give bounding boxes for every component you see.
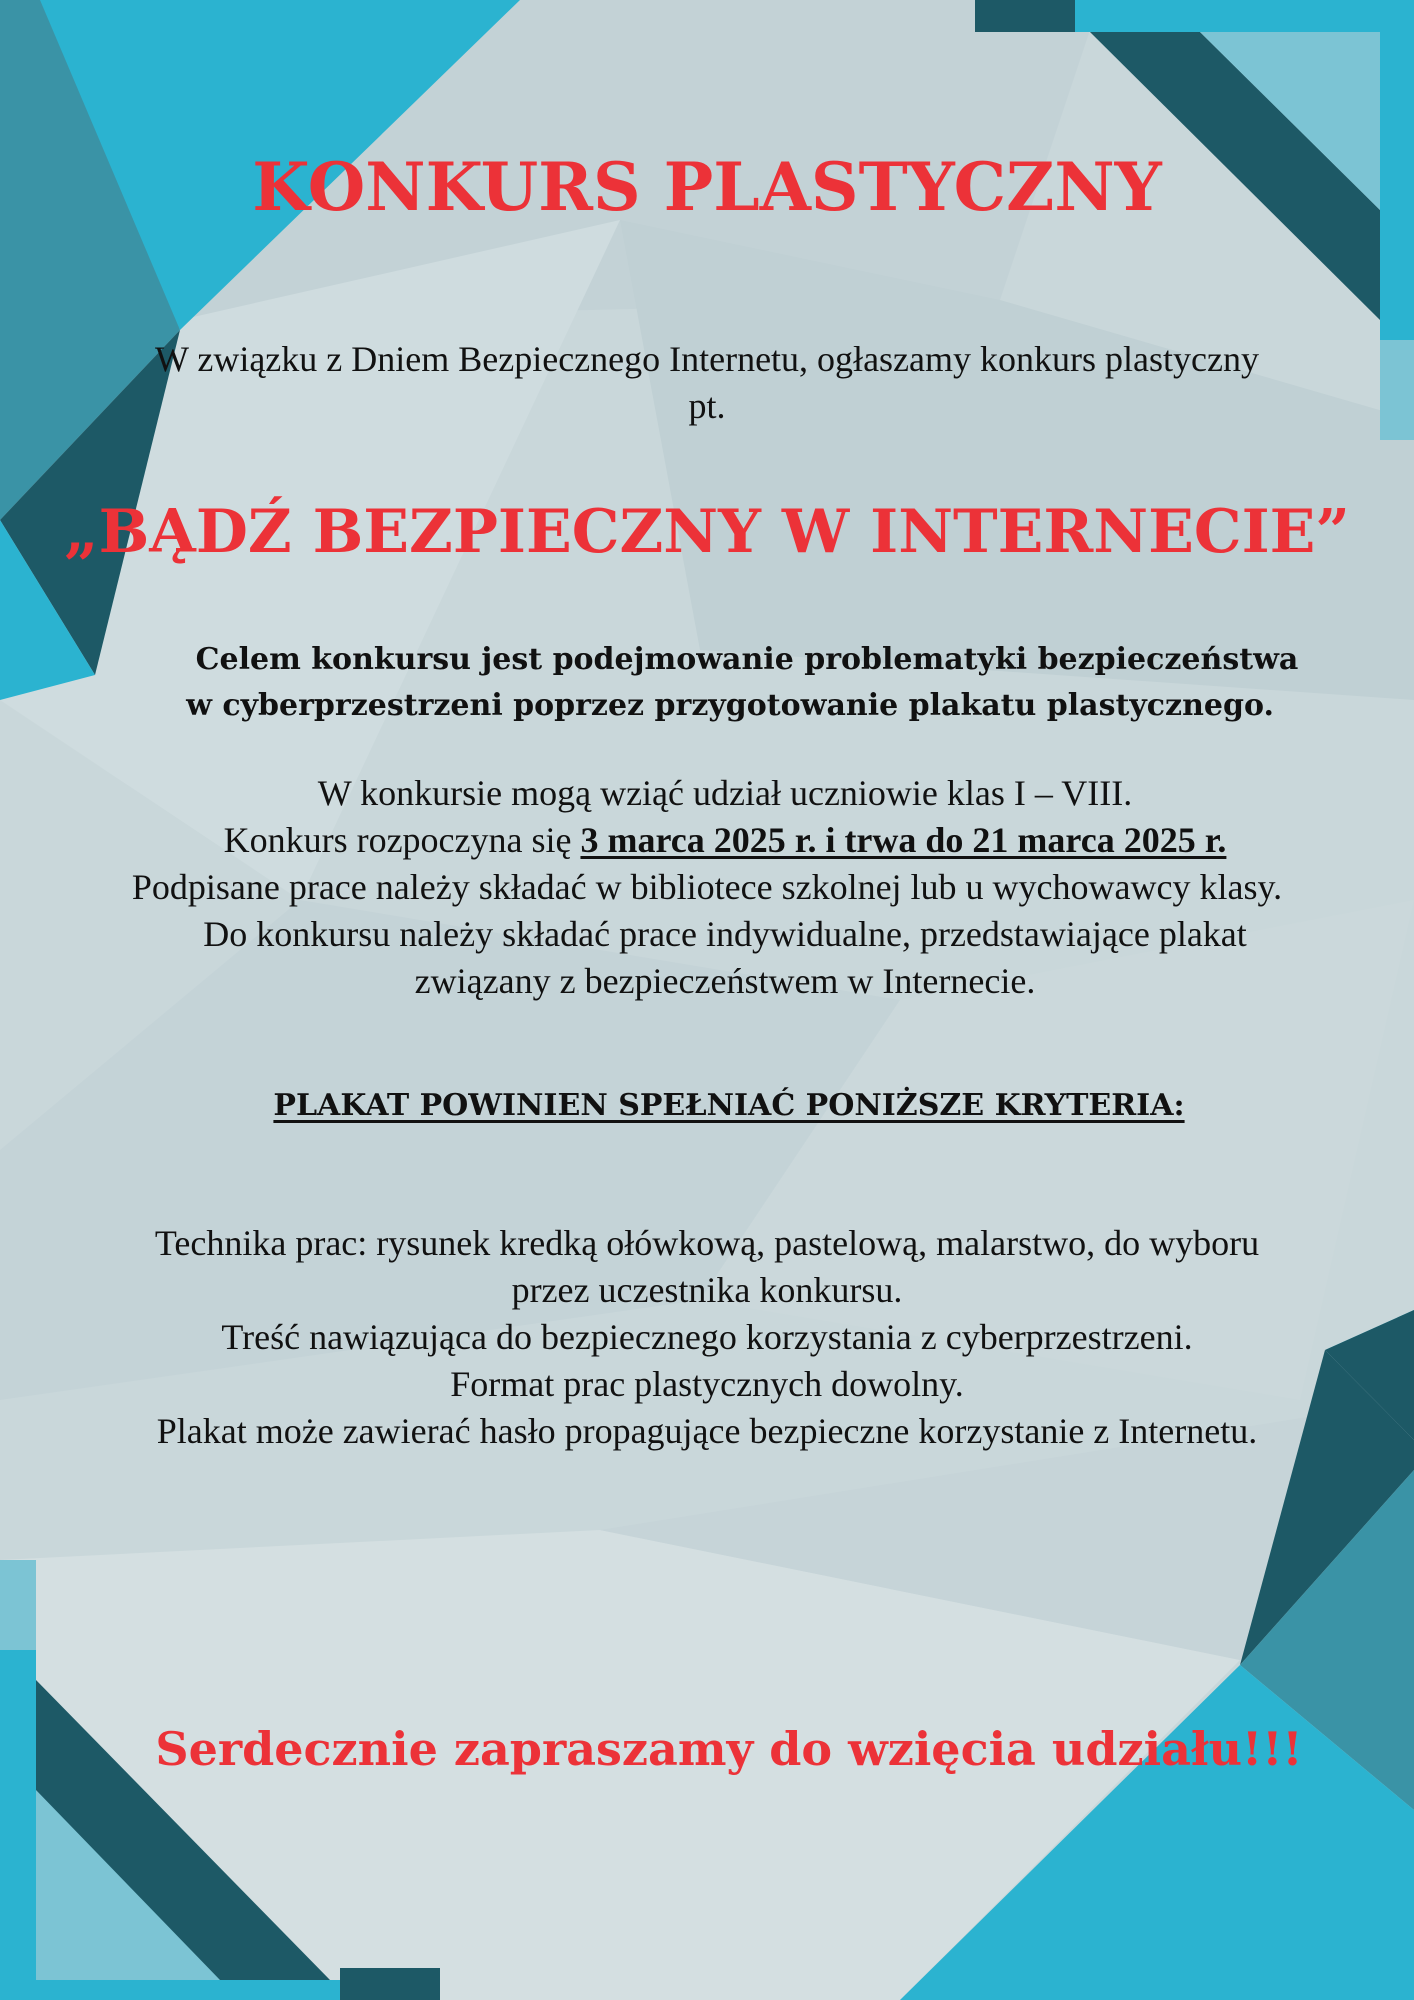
criteria-slogan-rule: Plakat może zawierać hasło propagujące bezpieczne korzystanie z Internetu. [156,1411,1258,1451]
poster-title: KONKURS PLASTYCZNY [252,148,1162,226]
contest-dates-highlight: 3 marca 2025 r. i trwa do 21 marca 2025 r. [580,820,1227,860]
criteria-heading: PLAKAT POWINIEN SPEŁNIAĆ PONIŻSZE KRYTERIA: [273,1088,1185,1123]
participants-text: W konkursie mogą wziąć udział uczniowie klas I – VIII. [317,773,1133,813]
intro-text-line-1: W związku z Dniem Bezpiecznego Internetu, ogłaszamy konkurs plastyczny [155,339,1259,379]
criteria-content: Treść nawiązująca do bezpiecznego korzystania z cyberprzestrzeni. [221,1317,1193,1357]
contest-dates-prefix: Konkurs rozpoczyna się [223,820,581,860]
invitation-text: Serdecznie zapraszamy do wzięcia udziału!!! [155,1722,1303,1776]
criteria-technique-line-1: Technika prac: rysunek kredką ołówkową, pastelową, malarstwo, do wyboru [154,1223,1260,1263]
individual-works-line-1: Do konkursu należy składać prace indywidualne, przedstawiające plakat [203,914,1247,954]
criteria-technique-line-2: przez uczestnika konkursu. [511,1270,903,1310]
submission-text: Podpisane prace należy składać w bibliotece szkolnej lub u wychowawcy klasy. [131,867,1283,907]
individual-works-line-2: związany z bezpieczeństwem w Internecie. [414,961,1036,1001]
intro-text-line-2: pt. [688,386,726,426]
criteria-format: Format prac plastycznych dowolny. [450,1364,964,1404]
goal-text-line-2: w cyberprzestrzeni poprzez przygotowanie plakatu plastycznego. [186,688,1274,723]
contest-slogan: „BĄDŹ BEZPIECZNY W INTERNECIE” [64,497,1350,567]
goal-text-line-1: Celem konkursu jest podejmowanie problematyki bezpieczeństwa [195,642,1299,677]
contest-dates-text [0,819,1414,861]
